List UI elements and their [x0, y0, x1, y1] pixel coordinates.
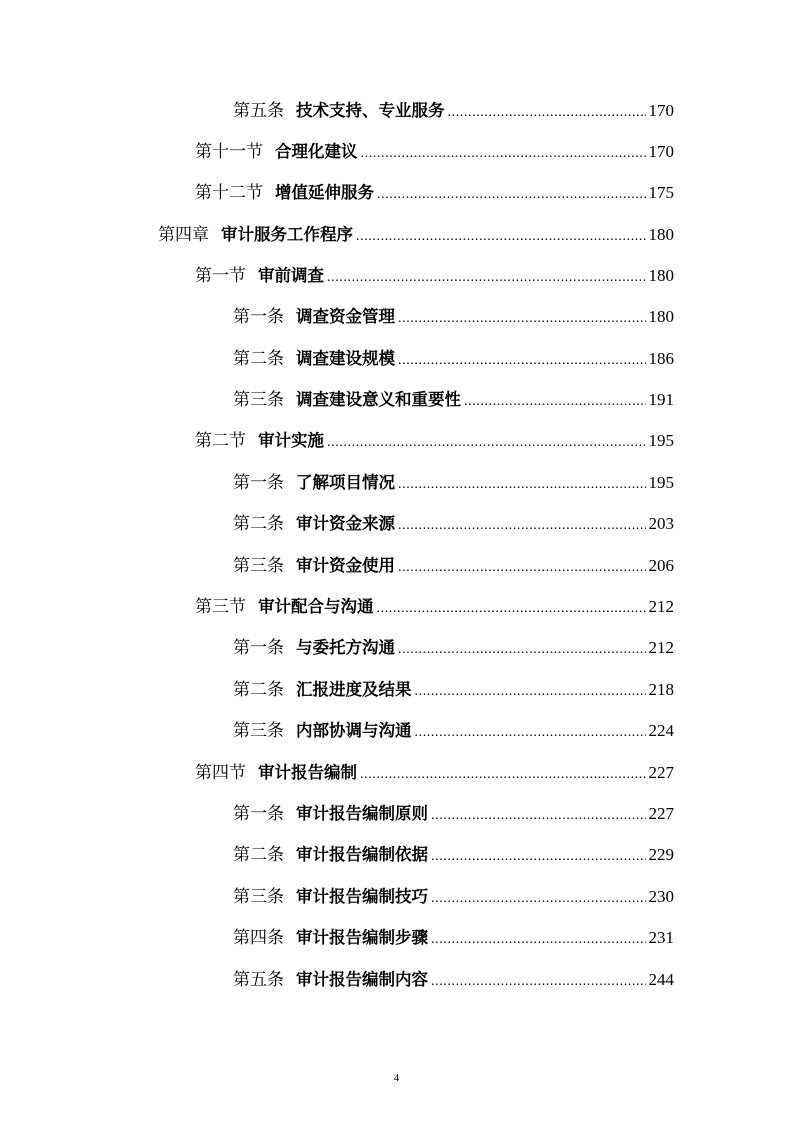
toc-entry-number: 第二条: [233, 349, 284, 369]
dot-leader: [377, 180, 646, 210]
toc-entry-title: 审计报告编制原则: [296, 804, 428, 823]
toc-entry-number: 第一条: [233, 804, 284, 824]
toc-entry-number: 第五条: [233, 970, 284, 990]
toc-entry[interactable]: [233, 344, 674, 374]
toc-entry-title: 内部协调与沟通: [296, 721, 412, 740]
toc-entry[interactable]: [233, 965, 674, 995]
toc-entry-number: 第一条: [233, 638, 284, 658]
toc-entry-number: 第二条: [233, 680, 284, 700]
toc-entry-number: 第四章: [158, 225, 209, 245]
dot-leader: [448, 98, 646, 128]
toc-entry-page: 170: [648, 142, 674, 161]
dot-leader: [398, 635, 646, 665]
toc-entry[interactable]: [233, 468, 674, 498]
dot-leader: [377, 594, 646, 624]
toc-entry-page: 195: [648, 473, 674, 492]
dot-leader: [431, 884, 646, 914]
toc-entry[interactable]: [233, 923, 674, 953]
dot-leader: [431, 967, 646, 997]
toc-entry-page: 212: [648, 638, 674, 657]
toc-entry-number: 第五条: [233, 101, 284, 121]
dot-leader: [398, 470, 646, 500]
dot-leader: [431, 925, 646, 955]
toc-entry-page: 244: [648, 970, 674, 989]
dot-leader: [398, 553, 646, 583]
dot-leader: [415, 677, 646, 707]
toc-entry-page: 203: [648, 514, 674, 533]
toc-entry[interactable]: [233, 551, 674, 581]
dot-leader: [398, 511, 646, 541]
toc-entry-title: 审计报告编制: [258, 763, 357, 782]
toc-entry-number: 第一条: [233, 473, 284, 493]
toc-entry-page: 191: [648, 390, 674, 409]
toc-entry[interactable]: [233, 840, 674, 870]
toc-entry-title: 审计报告编制步骤: [296, 928, 428, 947]
dot-leader: [431, 842, 646, 872]
toc-entry-title: 审计资金来源: [296, 514, 395, 533]
dot-leader: [464, 387, 646, 417]
toc-entry-number: 第三条: [233, 556, 284, 576]
toc-entry[interactable]: [233, 96, 674, 126]
dot-leader: [360, 760, 646, 790]
toc-entry[interactable]: [233, 716, 674, 746]
dot-leader: [398, 346, 646, 376]
toc-entry-number: 第二条: [233, 845, 284, 865]
toc-entry[interactable]: [195, 137, 674, 167]
toc-entry-number: 第三条: [233, 721, 284, 741]
toc-entry-title: 审计资金使用: [296, 556, 395, 575]
page-number: 4: [393, 1072, 400, 1084]
toc-entry-page: 170: [648, 101, 674, 120]
toc-entry[interactable]: [195, 758, 674, 788]
dot-leader: [361, 139, 646, 169]
toc-entry-title: 审计报告编制依据: [296, 845, 428, 864]
toc-entry-page: 212: [648, 597, 674, 616]
toc-entry-title: 增值延伸服务: [275, 183, 374, 202]
toc-entry[interactable]: [233, 675, 674, 705]
toc-entry-title: 汇报进度及结果: [296, 680, 412, 699]
toc-entry-number: 第三条: [233, 887, 284, 907]
toc-entry-title: 审计报告编制技巧: [296, 887, 428, 906]
toc-entry-page: 227: [648, 763, 674, 782]
toc-entry-number: 第二条: [233, 514, 284, 534]
toc-entry[interactable]: [233, 385, 674, 415]
toc-entry-page: 186: [648, 349, 674, 368]
toc-entry-page: 206: [648, 556, 674, 575]
toc-entry-number: 第三节: [195, 597, 246, 617]
toc-entry-title: 审计实施: [258, 431, 324, 450]
toc-entry-title: 调查建设意义和重要性: [296, 390, 461, 409]
toc-entry-number: 第四节: [195, 763, 246, 783]
dot-leader: [327, 428, 646, 458]
toc-entry-title: 了解项目情况: [296, 473, 395, 492]
toc-entry-title: 审前调查: [258, 266, 324, 285]
toc-entry-title: 调查建设规模: [296, 349, 395, 368]
toc-entry-page: 180: [648, 225, 674, 244]
dot-leader: [415, 718, 646, 748]
toc-entry-page: 224: [648, 721, 674, 740]
toc-entry-page: 175: [648, 183, 674, 202]
dot-leader: [398, 304, 646, 334]
toc-entry-number: 第二节: [195, 431, 246, 451]
toc-entry-title: 技术支持、专业服务: [296, 101, 445, 120]
toc-entry-page: 180: [648, 307, 674, 326]
toc-entry-number: 第十二节: [195, 183, 263, 203]
toc-entry[interactable]: [195, 178, 674, 208]
toc-entry[interactable]: [233, 509, 674, 539]
toc-entry-page: 195: [648, 431, 674, 450]
toc-entry[interactable]: [195, 426, 674, 456]
dot-leader: [327, 263, 646, 293]
toc-entry-title: 审计报告编制内容: [296, 970, 428, 989]
toc-entry[interactable]: [158, 220, 674, 250]
toc-entry-page: 227: [648, 804, 674, 823]
toc-entry[interactable]: [233, 633, 674, 663]
toc-entry[interactable]: [233, 302, 674, 332]
dot-leader: [431, 801, 646, 831]
toc-entry-title: 调查资金管理: [296, 307, 395, 326]
toc-entry-page: 218: [648, 680, 674, 699]
toc-entry-title: 合理化建议: [275, 142, 358, 161]
toc-entry[interactable]: [233, 882, 674, 912]
toc-entry-title: 审计配合与沟通: [258, 597, 374, 616]
toc-entry-page: 180: [648, 266, 674, 285]
toc-entry-title: 审计服务工作程序: [221, 225, 353, 244]
toc-entry[interactable]: [233, 799, 674, 829]
toc-entry-number: 第一条: [233, 307, 284, 327]
toc-entry-number: 第三条: [233, 390, 284, 410]
toc-entry-page: 229: [648, 845, 674, 864]
toc-entry-page: 230: [648, 887, 674, 906]
toc-entry-number: 第十一节: [195, 142, 263, 162]
toc-entry-page: 231: [648, 928, 674, 947]
toc-entry-number: 第四条: [233, 928, 284, 948]
dot-leader: [356, 222, 646, 252]
toc-entry-number: 第一节: [195, 266, 246, 286]
toc-entry[interactable]: [195, 261, 674, 291]
toc-entry[interactable]: [195, 592, 674, 622]
toc-entry-title: 与委托方沟通: [296, 638, 395, 657]
